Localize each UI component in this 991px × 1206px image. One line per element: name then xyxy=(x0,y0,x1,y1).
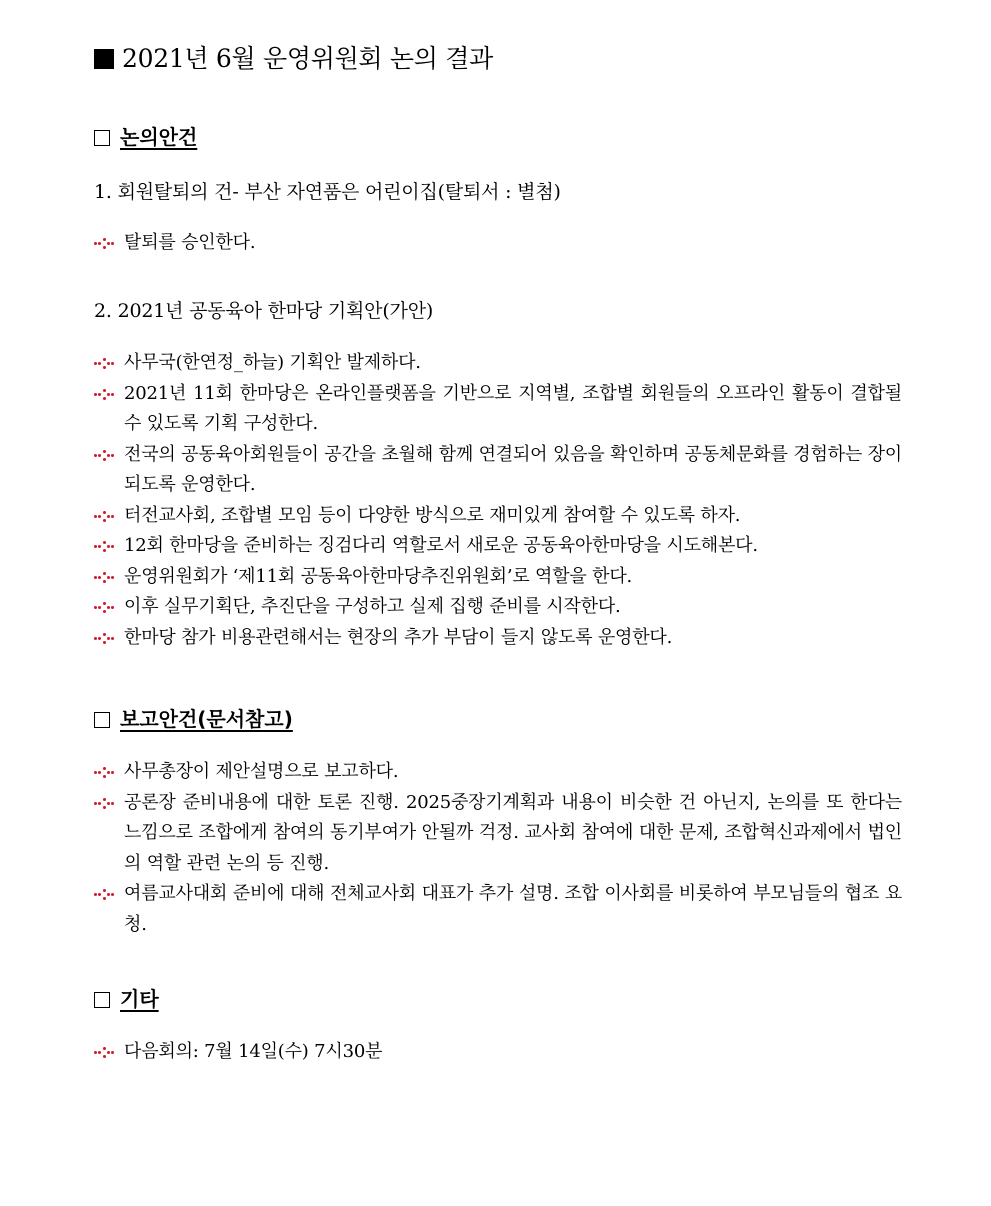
red-dot-cluster-bullet-icon xyxy=(94,889,114,901)
empty-square-icon xyxy=(94,130,110,146)
bullet-item: 여름교사대회 준비에 대해 전체교사회 대표가 추가 설명. 조합 이사회를 비롯하여 부모님들의 협조 요청. xyxy=(94,879,902,940)
report-bullets xyxy=(94,757,902,940)
red-dot-cluster-bullet-icon xyxy=(94,358,114,370)
red-dot-cluster-bullet-icon xyxy=(94,767,114,779)
red-dot-cluster-bullet-icon xyxy=(94,798,114,810)
document-title: 2021년 6월 운영위원회 논의 결과 xyxy=(94,43,493,75)
red-dot-cluster-bullet-icon xyxy=(94,389,114,401)
agenda-item-1-bullets xyxy=(94,228,902,259)
bullet-item: 2021년 11회 한마당은 온라인플랫폼을 기반으로 지역별, 조합별 회원들의 오프라인 활동이 결합될 수 있도록 기획 구성한다. xyxy=(94,379,902,440)
bullet-item: 이후 실무기획단, 추진단을 구성하고 실제 집행 준비를 시작한다. xyxy=(94,592,902,623)
section-heading-discussion: 논의안건 xyxy=(94,124,197,150)
bullet-item: 터전교사회, 조합별 모임 등이 다양한 방식으로 재미있게 참여할 수 있도록 하자. xyxy=(94,501,902,532)
section-heading-other: 기타 xyxy=(94,986,159,1012)
red-dot-cluster-bullet-icon xyxy=(94,511,114,523)
empty-square-icon xyxy=(94,712,110,728)
red-dot-cluster-bullet-icon xyxy=(94,1047,114,1059)
black-square-icon xyxy=(94,49,114,69)
bullet-item: 운영위원회가 ‘제11회 공동육아한마당추진위원회’로 역할을 한다. xyxy=(94,562,902,593)
red-dot-cluster-bullet-icon xyxy=(94,238,114,250)
bullet-item: 공론장 준비내용에 대한 토론 진행. 2025중장기계획과 내용이 비슷한 건 아닌지, 논의를 또 한다는 느낌으로 조합에게 참여의 동기부여가 안될까 걱정. 교사회 참여에 대한 문제, 조합혁신과제에서 법인의 역할 관련 논의 등 진행. xyxy=(94,788,902,880)
bullet-item: 사무국(한연정_하늘) 기획안 발제하다. xyxy=(94,348,902,379)
bullet-item: 한마당 참가 비용관련해서는 현장의 추가 부담이 들지 않도록 운영한다. xyxy=(94,623,902,654)
section-heading-report: 보고안건(문서참고) xyxy=(94,706,293,732)
bullet-item: 다음회의: 7월 14일(수) 7시30분 xyxy=(94,1037,902,1068)
bullet-item: 12회 한마당을 준비하는 징검다리 역할로서 새로운 공동육아한마당을 시도해본다. xyxy=(94,531,902,562)
red-dot-cluster-bullet-icon xyxy=(94,572,114,584)
agenda-item-2-bullets xyxy=(94,348,902,653)
bullet-item: 사무총장이 제안설명으로 보고하다. xyxy=(94,757,902,788)
bullet-item: 전국의 공동육아회원들이 공간을 초월해 함께 연결되어 있음을 확인하며 공동체문화를 경험하는 장이 되도록 운영한다. xyxy=(94,440,902,501)
red-dot-cluster-bullet-icon xyxy=(94,602,114,614)
red-dot-cluster-bullet-icon xyxy=(94,541,114,553)
other-bullets xyxy=(94,1037,902,1068)
red-dot-cluster-bullet-icon xyxy=(94,633,114,645)
red-dot-cluster-bullet-icon xyxy=(94,450,114,462)
bullet-item: 탈퇴를 승인한다. xyxy=(94,228,902,259)
agenda-item-1: 1. 회원탈퇴의 건- 부산 자연품은 어린이집(탈퇴서 : 별첨) xyxy=(94,181,561,203)
empty-square-icon xyxy=(94,992,110,1008)
agenda-item-2: 2. 2021년 공동육아 한마당 기획안(가안) xyxy=(94,300,434,322)
